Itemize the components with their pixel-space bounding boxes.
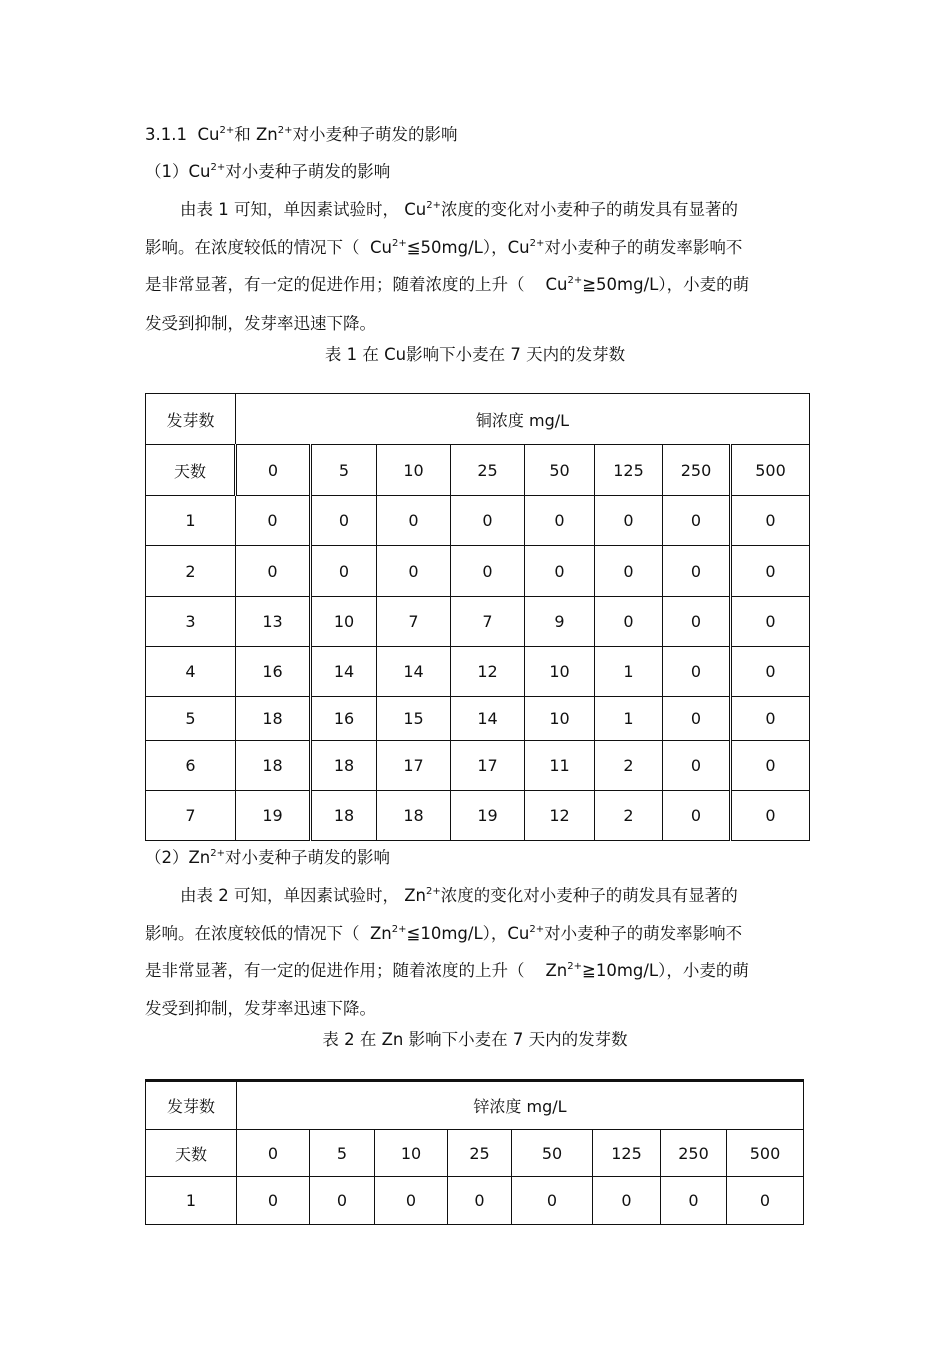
table-cell: 1 bbox=[595, 697, 663, 741]
table2-concentration-cell: 250 bbox=[661, 1130, 727, 1177]
table1-concentration-header: 铜浓度 mg/L bbox=[236, 394, 810, 445]
table-cell: 18 bbox=[311, 791, 377, 841]
table-cell: 15 bbox=[377, 697, 451, 741]
sub2-heading: $(2)Zn^{2+}$对小麦种子萌发的影响 bbox=[145, 848, 391, 867]
table-cell: 0 bbox=[593, 1177, 661, 1225]
table1-concentration-cell: 50 bbox=[525, 445, 595, 496]
table-cell: 0 bbox=[377, 546, 451, 597]
table-cell: 18 bbox=[377, 791, 451, 841]
sub2-para-line: 发受到抑制，发芽率迅速下降。 bbox=[145, 999, 376, 1018]
sub2-para-line: 是非常显著，有一定的促进作用；随着浓度的上升（ $Zn^{2+}≧10mg/L$），小麦的萌 bbox=[145, 961, 749, 980]
table2-caption: 表 2 在 Zn 影响下小麦在 7 天内的发芽数 bbox=[322, 1030, 628, 1049]
table-row bbox=[146, 597, 810, 647]
table-cell: 13 bbox=[236, 597, 311, 647]
table-cell: 14 bbox=[377, 647, 451, 697]
table-cell: 0 bbox=[311, 496, 377, 546]
table-cell: 10 bbox=[525, 697, 595, 741]
table1-row-label: 天数 bbox=[146, 445, 236, 496]
table1-concentration-cell: 500 bbox=[731, 445, 810, 496]
table-cell: 0 bbox=[525, 496, 595, 546]
section-heading: 3.1.1 $Cu^{2+}$和 $Zn^{2+}$对小麦种子萌发的影响 bbox=[145, 125, 458, 144]
table-cell: 0 bbox=[237, 1177, 310, 1225]
table-cell: 14 bbox=[451, 697, 525, 741]
table-cell: 0 bbox=[451, 546, 525, 597]
table1-caption: 表 1 在 Cu影响下小麦在 7 天内的发芽数 bbox=[324, 345, 626, 364]
table1-concentration-cell: 10 bbox=[377, 445, 451, 496]
table-cell: 0 bbox=[731, 791, 810, 841]
table-cell: 0 bbox=[663, 647, 731, 697]
table2 bbox=[145, 1079, 804, 1225]
table-cell: 1 bbox=[595, 647, 663, 697]
table1 bbox=[145, 393, 810, 841]
table1-concentration-cell: 5 bbox=[311, 445, 377, 496]
table-cell: 0 bbox=[727, 1177, 804, 1225]
table-cell: 7 bbox=[377, 597, 451, 647]
table-row bbox=[146, 697, 810, 741]
table1-concentration-cell: 25 bbox=[451, 445, 525, 496]
table-cell: 0 bbox=[595, 597, 663, 647]
table-cell: 9 bbox=[525, 597, 595, 647]
table-cell: 10 bbox=[525, 647, 595, 697]
table-cell: 19 bbox=[236, 791, 311, 841]
table-cell: 18 bbox=[311, 741, 377, 791]
table-cell: 2 bbox=[146, 546, 236, 597]
table-cell: 0 bbox=[663, 697, 731, 741]
table2-row-label: 天数 bbox=[146, 1130, 237, 1177]
table-cell: 18 bbox=[236, 741, 311, 791]
table-cell: 0 bbox=[663, 741, 731, 791]
table-cell: 0 bbox=[731, 697, 810, 741]
table-cell: 0 bbox=[377, 496, 451, 546]
table2-concentration-header: 锌浓度 mg/L bbox=[237, 1081, 804, 1130]
table2-concentration-row bbox=[146, 1130, 804, 1177]
table-cell: 0 bbox=[311, 546, 377, 597]
table-row bbox=[146, 1177, 804, 1225]
table-cell: 0 bbox=[663, 546, 731, 597]
table-cell: 12 bbox=[451, 647, 525, 697]
table2-concentration-cell: 10 bbox=[375, 1130, 448, 1177]
table2-corner-cell: 发芽数 bbox=[146, 1081, 237, 1130]
table-cell: 0 bbox=[663, 496, 731, 546]
table-cell: 0 bbox=[731, 597, 810, 647]
table-cell: 10 bbox=[311, 597, 377, 647]
table2-concentration-cell: 25 bbox=[448, 1130, 512, 1177]
sub1-para-line: 影响。在浓度较低的情况下（ $Cu^{2+}≦50mg/L$），$Cu^{2+}$对小麦种子的萌发率影响不 bbox=[145, 238, 743, 257]
table1-corner-cell: 发芽数 bbox=[146, 394, 236, 445]
table-cell: 16 bbox=[236, 647, 311, 697]
table2-concentration-cell: 0 bbox=[237, 1130, 310, 1177]
table-cell: 0 bbox=[595, 546, 663, 597]
table-cell: 0 bbox=[731, 741, 810, 791]
table-cell: 0 bbox=[731, 647, 810, 697]
table-row bbox=[146, 647, 810, 697]
table-row bbox=[146, 791, 810, 841]
table-cell: 0 bbox=[525, 546, 595, 597]
sub1-para-line: 由表 1 可知，单因素试验时， $Cu^{2+}$浓度的变化对小麦种子的萌发具有显著的 bbox=[180, 200, 738, 219]
table-cell: 0 bbox=[236, 546, 311, 597]
table-cell: 19 bbox=[451, 791, 525, 841]
table-cell: 6 bbox=[146, 741, 236, 791]
table2-concentration-cell: 50 bbox=[512, 1130, 593, 1177]
table-cell: 0 bbox=[661, 1177, 727, 1225]
table1-concentration-cell: 125 bbox=[595, 445, 663, 496]
table-row bbox=[146, 741, 810, 791]
sub1-heading: $(1)Cu^{2+}$对小麦种子萌发的影响 bbox=[145, 162, 391, 181]
table-cell: 1 bbox=[146, 496, 236, 546]
table-cell: 3 bbox=[146, 597, 236, 647]
table-row bbox=[146, 496, 810, 546]
table-cell: 18 bbox=[236, 697, 311, 741]
table-row bbox=[146, 546, 810, 597]
table-cell: 4 bbox=[146, 647, 236, 697]
table-cell: 0 bbox=[448, 1177, 512, 1225]
table2-concentration-cell: 500 bbox=[727, 1130, 804, 1177]
table-cell: 17 bbox=[451, 741, 525, 791]
sub2-para-line: 影响。在浓度较低的情况下（ $Zn^{2+}≦10mg/L$），$Cu^{2+}$对小麦种子的萌发率影响不 bbox=[145, 924, 743, 943]
table1-concentration-cell: 250 bbox=[663, 445, 731, 496]
table-cell: 0 bbox=[451, 496, 525, 546]
table-cell: 0 bbox=[731, 546, 810, 597]
table2-concentration-cell: 125 bbox=[593, 1130, 661, 1177]
table-cell: 0 bbox=[731, 496, 810, 546]
table-cell: 0 bbox=[375, 1177, 448, 1225]
table-cell: 5 bbox=[146, 697, 236, 741]
table-cell: 2 bbox=[595, 741, 663, 791]
sub2-para-line: 由表 2 可知，单因素试验时， $Zn^{2+}$浓度的变化对小麦种子的萌发具有显著的 bbox=[180, 886, 738, 905]
table1-concentration-row bbox=[146, 445, 810, 496]
sub1-para-line: 是非常显著，有一定的促进作用；随着浓度的上升（ $Cu^{2+}≧50mg/L$），小麦的萌 bbox=[145, 275, 750, 294]
table1-concentration-cell: 0 bbox=[236, 445, 311, 496]
table2-header-row bbox=[146, 1081, 804, 1130]
table-cell: 12 bbox=[525, 791, 595, 841]
table-cell: 7 bbox=[451, 597, 525, 647]
table-cell: 11 bbox=[525, 741, 595, 791]
table-cell: 0 bbox=[310, 1177, 375, 1225]
table-cell: 7 bbox=[146, 791, 236, 841]
table-cell: 17 bbox=[377, 741, 451, 791]
sub1-para-line: 发受到抑制，发芽率迅速下降。 bbox=[145, 314, 376, 333]
table-cell: 16 bbox=[311, 697, 377, 741]
table-cell: 14 bbox=[311, 647, 377, 697]
table-cell: 0 bbox=[595, 496, 663, 546]
table1-header-row bbox=[146, 394, 810, 445]
table-cell: 0 bbox=[236, 496, 311, 546]
table-cell: 0 bbox=[663, 791, 731, 841]
table-cell: 1 bbox=[146, 1177, 237, 1225]
table-cell: 0 bbox=[663, 597, 731, 647]
table2-concentration-cell: 5 bbox=[310, 1130, 375, 1177]
table-cell: 0 bbox=[512, 1177, 593, 1225]
table-cell: 2 bbox=[595, 791, 663, 841]
